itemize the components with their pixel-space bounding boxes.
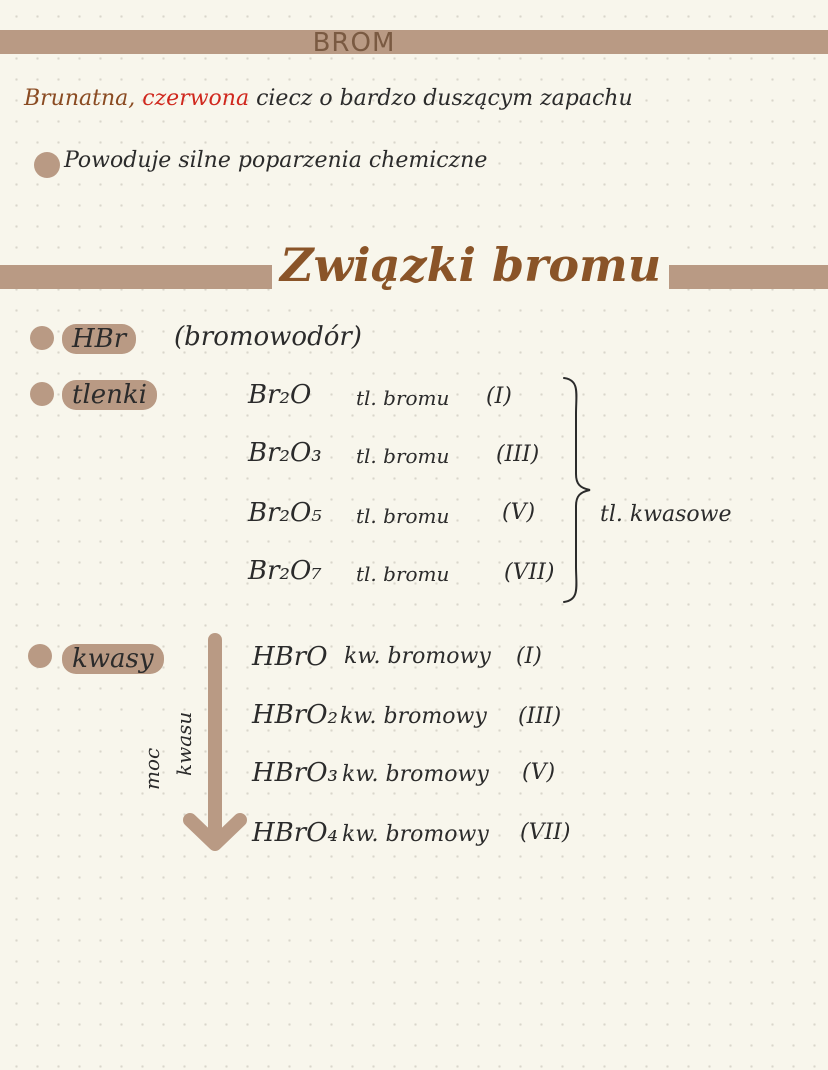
oxide-formula: Br₂O₇	[248, 556, 322, 586]
acid-name: kw. bromowy	[340, 704, 487, 729]
oxide-name: tl. bromu	[356, 504, 450, 528]
oxide-valence: (III)	[496, 442, 540, 467]
intro-rest: ciecz o bardzo duszącym zapachu	[256, 86, 633, 111]
acid-valence: (III)	[518, 704, 562, 729]
intro-word-brunatna: Brunatna,	[24, 86, 136, 111]
section-band-left	[0, 265, 290, 289]
intro-line	[24, 86, 633, 111]
bullet-dot	[28, 644, 52, 668]
acid-valence: (V)	[522, 760, 556, 785]
bullet-dot	[34, 152, 60, 178]
acid-name: kw. bromowy	[342, 762, 489, 787]
page-title: BROM	[312, 28, 396, 58]
chip-hbr: HBr	[62, 324, 136, 354]
acid-name: kw. bromowy	[342, 822, 489, 847]
chip-tlenki: tlenki	[62, 380, 157, 410]
acid-formula: HBrO₂	[252, 700, 338, 730]
oxide-valence: (VII)	[504, 560, 555, 585]
oxide-name: tl. bromu	[356, 386, 450, 410]
acid-name: kw. bromowy	[344, 644, 491, 669]
oxide-formula: Br₂O₃	[248, 438, 322, 468]
oxide-valence: (V)	[502, 500, 536, 525]
hbr-description: (bromowodór)	[174, 322, 362, 352]
oxide-name: tl. bromu	[356, 444, 450, 468]
acid-formula: HBrO₃	[252, 758, 338, 788]
bullet-dot	[30, 326, 54, 350]
arrow-label-kwasu: kwasu	[172, 711, 196, 776]
oxide-valence: (I)	[486, 384, 512, 409]
bullet-dot	[30, 382, 54, 406]
oxide-formula: Br₂O₅	[248, 498, 322, 528]
bullet-text-poparzenia: Powoduje silne poparzenia chemiczne	[64, 148, 488, 173]
acid-formula: HBrO₄	[252, 818, 338, 848]
acid-valence: (I)	[516, 644, 542, 669]
oxides-group-label: tl. kwasowe	[600, 502, 732, 527]
arrow-label-moc: moc	[140, 747, 164, 790]
intro-word-czerwona: czerwona	[142, 86, 250, 111]
section-title: Związki bromu	[272, 238, 669, 292]
curly-brace-icon	[558, 374, 598, 606]
acid-valence: (VII)	[520, 820, 571, 845]
chip-kwasy: kwasy	[62, 644, 164, 674]
oxide-formula: Br₂O	[248, 380, 312, 410]
oxide-name: tl. bromu	[356, 562, 450, 586]
acid-formula: HBrO	[252, 642, 328, 672]
